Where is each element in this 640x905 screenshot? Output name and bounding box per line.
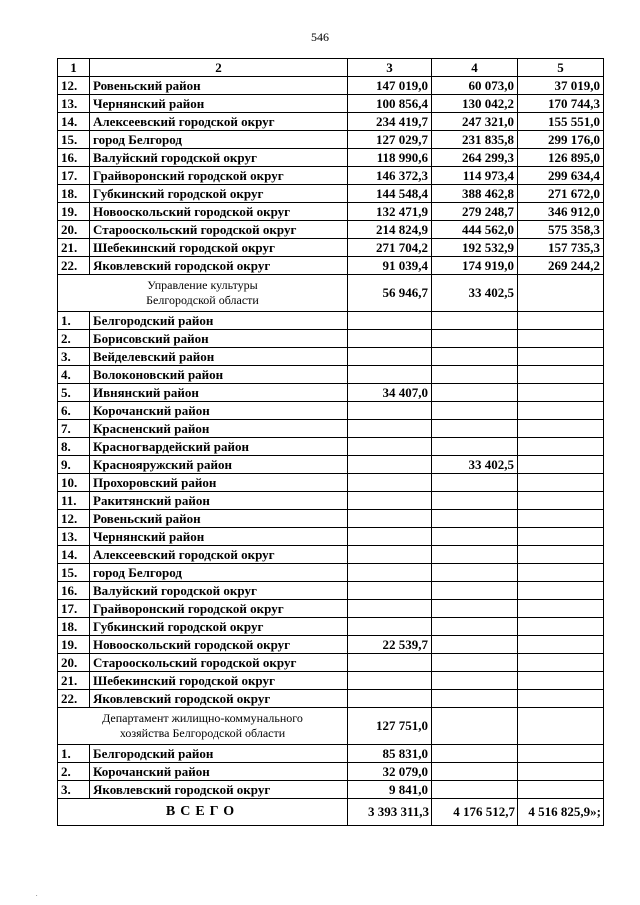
value-col-5 (518, 636, 604, 654)
value-col-5 (518, 564, 604, 582)
section-value-col-5 (518, 708, 604, 745)
value-col-3 (348, 654, 432, 672)
value-col-3: 146 372,3 (348, 167, 432, 185)
value-col-5 (518, 420, 604, 438)
district-name: Красногвардейский район (90, 438, 348, 456)
district-name: Борисовский район (90, 330, 348, 348)
table-row (58, 384, 604, 402)
district-name: Ивнянский район (90, 384, 348, 402)
row-number: 12. (58, 77, 90, 95)
row-number: 16. (58, 582, 90, 600)
table-row (58, 672, 604, 690)
table-row (58, 438, 604, 456)
value-col-4: 444 562,0 (432, 221, 518, 239)
value-col-4 (432, 366, 518, 384)
value-col-3: 147 019,0 (348, 77, 432, 95)
value-col-4 (432, 672, 518, 690)
value-col-5 (518, 384, 604, 402)
row-number: 11. (58, 492, 90, 510)
table-row (58, 474, 604, 492)
table-row (58, 185, 604, 203)
district-name: Ровеньский район (90, 77, 348, 95)
value-col-3 (348, 330, 432, 348)
value-col-3 (348, 564, 432, 582)
value-col-4 (432, 654, 518, 672)
value-col-3: 271 704,2 (348, 239, 432, 257)
header-col-3: 3 (348, 59, 432, 77)
row-number: 1. (58, 745, 90, 763)
row-number: 3. (58, 781, 90, 799)
value-col-4 (432, 330, 518, 348)
value-col-3: 32 079,0 (348, 763, 432, 781)
budget-allocation-table (57, 58, 604, 826)
value-col-4 (432, 420, 518, 438)
table-row (58, 781, 604, 799)
value-col-3: 214 824,9 (348, 221, 432, 239)
row-number: 18. (58, 618, 90, 636)
value-col-4 (432, 781, 518, 799)
value-col-5 (518, 366, 604, 384)
value-col-5 (518, 618, 604, 636)
table-row (58, 131, 604, 149)
value-col-4 (432, 690, 518, 708)
section-title (58, 275, 348, 312)
table-row (58, 330, 604, 348)
table-row (58, 113, 604, 131)
total-col-3: 3 393 311,3 (348, 799, 432, 826)
table-row (58, 312, 604, 330)
table-row (58, 546, 604, 564)
table-row (58, 95, 604, 113)
table-row (58, 348, 604, 366)
value-col-3: 91 039,4 (348, 257, 432, 275)
value-col-5 (518, 528, 604, 546)
row-number: 21. (58, 239, 90, 257)
value-col-5: 271 672,0 (518, 185, 604, 203)
district-name: Грайворонский городской округ (90, 600, 348, 618)
value-col-3 (348, 474, 432, 492)
value-col-4 (432, 600, 518, 618)
row-number: 15. (58, 131, 90, 149)
value-col-5 (518, 582, 604, 600)
table-row (58, 456, 604, 474)
value-col-4 (432, 564, 518, 582)
value-col-5: 170 744,3 (518, 95, 604, 113)
value-col-5 (518, 600, 604, 618)
row-number: 4. (58, 366, 90, 384)
table-row (58, 564, 604, 582)
header-col-4: 4 (432, 59, 518, 77)
table-row (58, 149, 604, 167)
value-col-3 (348, 672, 432, 690)
value-col-3 (348, 600, 432, 618)
value-col-5 (518, 312, 604, 330)
row-number: 17. (58, 600, 90, 618)
value-col-5: 575 358,3 (518, 221, 604, 239)
district-name: Ровеньский район (90, 510, 348, 528)
value-col-5 (518, 492, 604, 510)
district-name: Алексеевский городской округ (90, 546, 348, 564)
district-name: Яковлевский городской округ (90, 690, 348, 708)
value-col-5 (518, 672, 604, 690)
table-row (58, 528, 604, 546)
value-col-3 (348, 456, 432, 474)
district-name: Валуйский городской округ (90, 149, 348, 167)
row-number: 14. (58, 113, 90, 131)
value-col-3: 144 548,4 (348, 185, 432, 203)
value-col-3 (348, 690, 432, 708)
row-number: 6. (58, 402, 90, 420)
value-col-5 (518, 745, 604, 763)
section-value-col-4: 33 402,5 (432, 275, 518, 312)
value-col-4: 388 462,8 (432, 185, 518, 203)
section-culture-header (58, 275, 604, 312)
value-col-3 (348, 438, 432, 456)
row-number: 15. (58, 564, 90, 582)
value-col-3 (348, 528, 432, 546)
value-col-5: 155 551,0 (518, 113, 604, 131)
table-row (58, 77, 604, 95)
district-name: Ракитянский район (90, 492, 348, 510)
value-col-3: 234 419,7 (348, 113, 432, 131)
row-number: 3. (58, 348, 90, 366)
value-col-5: 269 244,2 (518, 257, 604, 275)
page-number: 546 (311, 30, 329, 44)
value-col-4 (432, 438, 518, 456)
value-col-4 (432, 528, 518, 546)
value-col-3 (348, 420, 432, 438)
row-number: 17. (58, 167, 90, 185)
district-name: Старооскольский городской округ (90, 654, 348, 672)
row-number: 14. (58, 546, 90, 564)
row-number: 20. (58, 221, 90, 239)
table-row (58, 221, 604, 239)
table-row (58, 203, 604, 221)
section-value-col-4 (432, 708, 518, 745)
table-row (58, 763, 604, 781)
district-name: Валуйский городской округ (90, 582, 348, 600)
value-col-4 (432, 402, 518, 420)
section-title-line-1: Департамент жилищно-коммунального (102, 711, 303, 725)
row-number: 2. (58, 763, 90, 781)
district-name: город Белгород (90, 564, 348, 582)
district-name: Краснояружский район (90, 456, 348, 474)
table-row (58, 420, 604, 438)
table-row (58, 366, 604, 384)
value-col-5 (518, 474, 604, 492)
row-number: 16. (58, 149, 90, 167)
value-col-4: 60 073,0 (432, 77, 518, 95)
table-row (58, 636, 604, 654)
value-col-5: 299 176,0 (518, 131, 604, 149)
value-col-3: 100 856,4 (348, 95, 432, 113)
district-name: Корочанский район (90, 763, 348, 781)
value-col-3: 34 407,0 (348, 384, 432, 402)
district-name: Вейделевский район (90, 348, 348, 366)
value-col-3 (348, 402, 432, 420)
value-col-3 (348, 618, 432, 636)
row-number: 7. (58, 420, 90, 438)
district-name: Губкинский городской округ (90, 618, 348, 636)
district-name: Старооскольский городской округ (90, 221, 348, 239)
row-number: 18. (58, 185, 90, 203)
value-col-3 (348, 366, 432, 384)
value-col-5 (518, 690, 604, 708)
value-col-5: 126 895,0 (518, 149, 604, 167)
table-row (58, 492, 604, 510)
value-col-4: 130 042,2 (432, 95, 518, 113)
district-name: Прохоровский район (90, 474, 348, 492)
section-title-line-1: Управление культуры (147, 278, 258, 292)
value-col-4 (432, 312, 518, 330)
row-number: 13. (58, 528, 90, 546)
value-col-4: 192 532,9 (432, 239, 518, 257)
table-row (58, 618, 604, 636)
district-name: Новооскольский городской округ (90, 636, 348, 654)
district-name: Белгородский район (90, 312, 348, 330)
row-number: 5. (58, 384, 90, 402)
value-col-4 (432, 348, 518, 366)
value-col-5 (518, 402, 604, 420)
row-number: 20. (58, 654, 90, 672)
value-col-4: 33 402,5 (432, 456, 518, 474)
value-col-4 (432, 618, 518, 636)
row-number: 9. (58, 456, 90, 474)
value-col-4: 264 299,3 (432, 149, 518, 167)
value-col-4 (432, 492, 518, 510)
value-col-4 (432, 636, 518, 654)
table-row (58, 582, 604, 600)
value-col-5: 37 019,0 (518, 77, 604, 95)
district-name: Яковлевский городской округ (90, 781, 348, 799)
total-label: ВСЕГО (58, 799, 348, 826)
value-col-4 (432, 474, 518, 492)
row-number: 10. (58, 474, 90, 492)
table-row (58, 654, 604, 672)
value-col-4: 114 973,4 (432, 167, 518, 185)
value-col-3 (348, 348, 432, 366)
value-col-5 (518, 348, 604, 366)
row-number: 22. (58, 690, 90, 708)
total-row (58, 799, 604, 826)
section-title-line-2: Белгородской области (146, 293, 259, 307)
district-name: Яковлевский городской округ (90, 257, 348, 275)
value-col-4: 231 835,8 (432, 131, 518, 149)
value-col-5 (518, 510, 604, 528)
district-name: Чернянский район (90, 95, 348, 113)
value-col-5: 346 912,0 (518, 203, 604, 221)
value-col-3: 127 029,7 (348, 131, 432, 149)
value-col-3: 22 539,7 (348, 636, 432, 654)
row-number: 12. (58, 510, 90, 528)
value-col-3 (348, 546, 432, 564)
district-name: Чернянский район (90, 528, 348, 546)
table-row (58, 167, 604, 185)
section-title (58, 708, 348, 745)
value-col-3: 132 471,9 (348, 203, 432, 221)
table-row (58, 257, 604, 275)
value-col-3 (348, 510, 432, 528)
row-number: 1. (58, 312, 90, 330)
value-col-5 (518, 330, 604, 348)
value-col-3: 85 831,0 (348, 745, 432, 763)
row-number: 22. (58, 257, 90, 275)
district-name: Волоконовский район (90, 366, 348, 384)
row-number: 8. (58, 438, 90, 456)
value-col-5 (518, 456, 604, 474)
district-name: Корочанский район (90, 402, 348, 420)
header-col-5: 5 (518, 59, 604, 77)
row-number: 19. (58, 203, 90, 221)
value-col-3: 9 841,0 (348, 781, 432, 799)
value-col-3 (348, 582, 432, 600)
value-col-3 (348, 312, 432, 330)
header-col-1: 1 (58, 59, 90, 77)
value-col-5 (518, 763, 604, 781)
value-col-4 (432, 384, 518, 402)
district-name: Грайворонский городской округ (90, 167, 348, 185)
section-value-col-3: 56 946,7 (348, 275, 432, 312)
district-name: Красненский район (90, 420, 348, 438)
value-col-3 (348, 492, 432, 510)
table-row (58, 600, 604, 618)
value-col-5: 299 634,4 (518, 167, 604, 185)
row-number: 2. (58, 330, 90, 348)
district-name: Новооскольский городской округ (90, 203, 348, 221)
section-value-col-5 (518, 275, 604, 312)
table-row (58, 745, 604, 763)
value-col-4 (432, 546, 518, 564)
district-name: Алексеевский городской округ (90, 113, 348, 131)
value-col-3: 118 990,6 (348, 149, 432, 167)
table-body (58, 59, 604, 826)
value-col-4 (432, 763, 518, 781)
value-col-4 (432, 510, 518, 528)
value-col-5: 157 735,3 (518, 239, 604, 257)
value-col-5 (518, 654, 604, 672)
row-number: 19. (58, 636, 90, 654)
value-col-4 (432, 582, 518, 600)
table-header-row (58, 59, 604, 77)
row-number: 13. (58, 95, 90, 113)
value-col-4: 279 248,7 (432, 203, 518, 221)
value-col-5 (518, 438, 604, 456)
section-value-col-3: 127 751,0 (348, 708, 432, 745)
value-col-5 (518, 546, 604, 564)
district-name: город Белгород (90, 131, 348, 149)
total-col-5: 4 516 825,9»; (518, 799, 604, 826)
district-name: Губкинский городской округ (90, 185, 348, 203)
total-col-4: 4 176 512,7 (432, 799, 518, 826)
table-row (58, 402, 604, 420)
stray-mark: . (36, 892, 38, 898)
header-col-2: 2 (90, 59, 348, 77)
district-name: Шебекинский городской округ (90, 672, 348, 690)
value-col-4: 174 919,0 (432, 257, 518, 275)
section-title-line-2: хозяйства Белгородской области (119, 726, 286, 740)
table-row (58, 510, 604, 528)
value-col-5 (518, 781, 604, 799)
value-col-4: 247 321,0 (432, 113, 518, 131)
row-number: 21. (58, 672, 90, 690)
section-housing-header (58, 708, 604, 745)
district-name: Белгородский район (90, 745, 348, 763)
district-name: Шебекинский городской округ (90, 239, 348, 257)
table-row (58, 239, 604, 257)
value-col-4 (432, 745, 518, 763)
table-row (58, 690, 604, 708)
